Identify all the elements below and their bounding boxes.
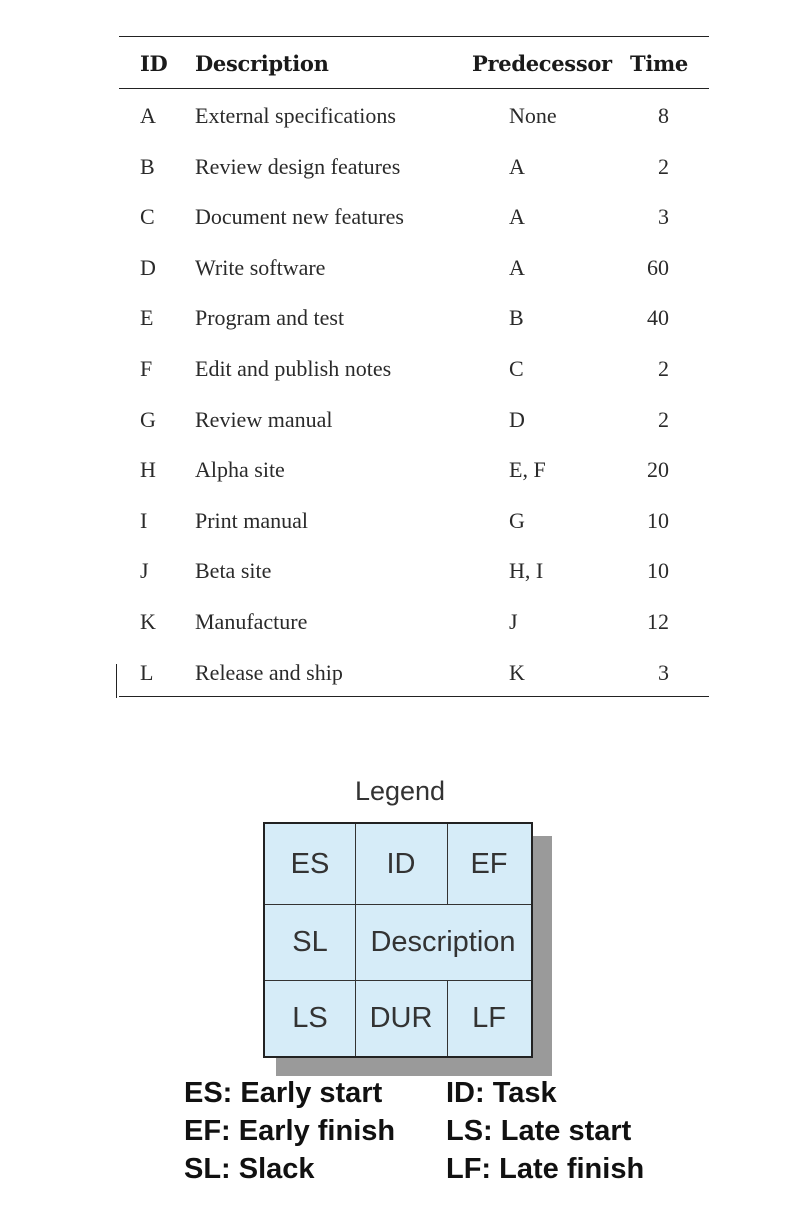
- legend-key-late-finish: LF: Late finish: [446, 1153, 645, 1185]
- table-row: [0, 243, 798, 293]
- legend-node-diagram: [263, 822, 533, 1058]
- table-top-rule: [119, 36, 709, 37]
- legend-key-late-start: LS: Late start: [446, 1115, 632, 1147]
- legend-cell-id: ID: [386, 847, 416, 880]
- legend-cell-ls: LS: [292, 1001, 328, 1034]
- task-time: 40: [647, 305, 669, 330]
- legend-key-early-start: ES: Early start: [184, 1077, 383, 1109]
- task-predecessor: E, F: [509, 457, 546, 482]
- table-edge-mark: [116, 664, 117, 698]
- task-id: G: [140, 407, 156, 432]
- task-id: K: [140, 609, 156, 634]
- task-description: Program and test: [195, 305, 345, 330]
- header-description: Description: [195, 51, 329, 76]
- table-row: [0, 192, 798, 242]
- header-id: ID: [140, 51, 168, 76]
- task-description: Document new features: [195, 204, 404, 229]
- task-description: External specifications: [195, 103, 396, 128]
- task-id: L: [140, 660, 154, 685]
- table-row: [0, 395, 798, 445]
- legend-key-early-finish: EF: Early finish: [184, 1115, 396, 1147]
- task-predecessor: A: [509, 154, 525, 179]
- task-id: F: [140, 356, 153, 381]
- task-description: Print manual: [195, 508, 309, 533]
- legend-key-slack: SL: Slack: [184, 1153, 315, 1185]
- task-time: 60: [647, 255, 669, 280]
- task-predecessor: D: [509, 407, 525, 432]
- task-id: E: [140, 305, 154, 330]
- legend-divider: [265, 980, 531, 981]
- task-description: Beta site: [195, 558, 272, 583]
- task-description: Review manual: [195, 407, 333, 432]
- legend-divider: [355, 824, 356, 1056]
- task-description: Alpha site: [195, 457, 285, 482]
- task-predecessor: G: [509, 508, 525, 533]
- legend-key-task: ID: Task: [446, 1077, 557, 1109]
- task-time: 12: [647, 609, 669, 634]
- legend-cell-sl: SL: [292, 925, 328, 958]
- task-description: Manufacture: [195, 609, 308, 634]
- task-time: 3: [658, 660, 669, 685]
- header-predecessor: Predecessor: [472, 51, 612, 76]
- legend-cell-es: ES: [290, 847, 330, 880]
- legend-title: Legend: [354, 776, 446, 806]
- table-row: [0, 496, 798, 546]
- table-row: [0, 91, 798, 141]
- task-predecessor: C: [509, 356, 524, 381]
- table-row: [0, 546, 798, 596]
- table-bottom-rule: [119, 696, 709, 697]
- task-description: Review design features: [195, 154, 401, 179]
- task-time: 2: [658, 356, 669, 381]
- task-description: Edit and publish notes: [195, 356, 392, 381]
- task-predecessor: H, I: [509, 558, 544, 583]
- legend-divider: [265, 904, 531, 905]
- task-time: 2: [658, 154, 669, 179]
- table-row: [0, 648, 798, 698]
- task-predecessor: K: [509, 660, 525, 685]
- task-id: C: [140, 204, 155, 229]
- task-id: J: [140, 558, 149, 583]
- task-description: Write software: [195, 255, 326, 280]
- task-predecessor: A: [509, 204, 525, 229]
- task-id: I: [140, 508, 148, 533]
- task-predecessor: J: [509, 609, 518, 634]
- task-time: 10: [647, 508, 669, 533]
- task-time: 2: [658, 407, 669, 432]
- task-predecessor: A: [509, 255, 525, 280]
- legend-divider: [447, 824, 448, 904]
- task-id: H: [140, 457, 156, 482]
- table-header-rule: [119, 88, 709, 89]
- task-id: A: [140, 103, 156, 128]
- legend-cell-description: Description: [370, 925, 516, 958]
- task-time: 20: [647, 457, 669, 482]
- legend-cell-ef: EF: [470, 847, 508, 880]
- table-row: [0, 142, 798, 192]
- task-predecessor: None: [509, 103, 557, 128]
- legend-divider: [447, 980, 448, 1056]
- table-row: [0, 445, 798, 495]
- table-row: [0, 344, 798, 394]
- task-description: Release and ship: [195, 660, 343, 685]
- table-row: [0, 293, 798, 343]
- task-time: 10: [647, 558, 669, 583]
- task-time: 8: [658, 103, 669, 128]
- table-row: [0, 597, 798, 647]
- legend-cell-lf: LF: [472, 1001, 506, 1034]
- task-id: B: [140, 154, 155, 179]
- header-time: Time: [630, 51, 688, 76]
- legend-cell-dur: DUR: [369, 1001, 433, 1034]
- task-id: D: [140, 255, 156, 280]
- task-time: 3: [658, 204, 669, 229]
- task-predecessor: B: [509, 305, 524, 330]
